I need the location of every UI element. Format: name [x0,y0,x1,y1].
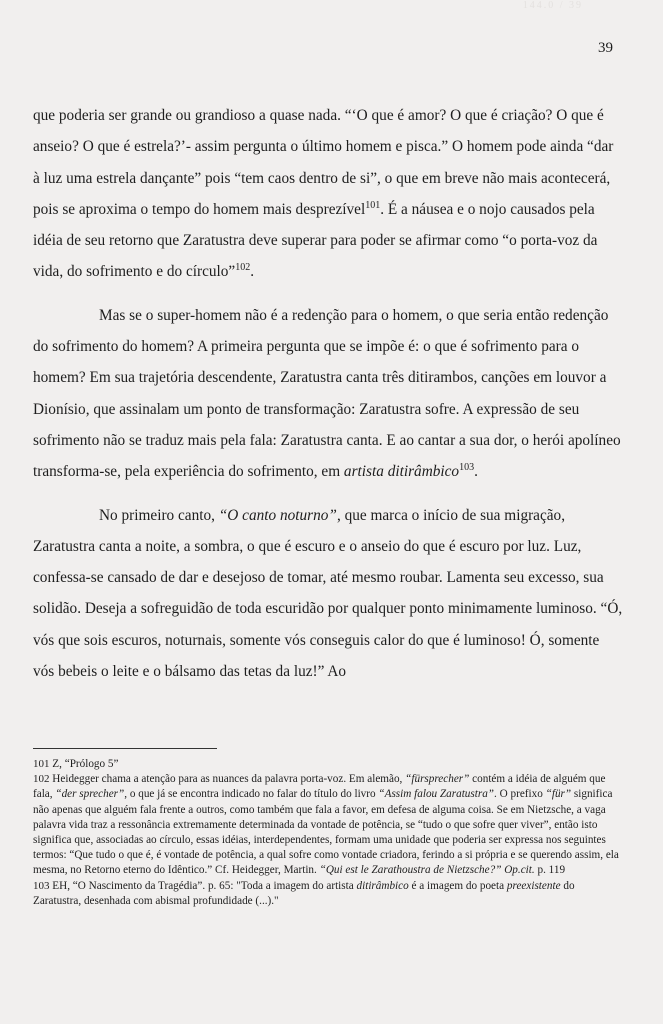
text-run: Mas se o super-homem não é a redenção para o homem, o que seria então redenção do sofrimento do homem? A primeira pergunta que se impõe é: o que é sofrimento para o homem? Em sua trajetória descendente, Zaratustra canta três ditirambos, canções em louvor a Dionísio, que assinalam um ponto de transformação: Zaratustra sofre. A expressão de seu sofrimento não se traduz mais pela fala: Zaratustra canta. E ao cantar a sua dor, o herói apolíneo transforma-se, pela experiência do sofrimento, em [33,306,621,481]
text-run: significa não apenas que alguém fala frente a outros, como também que fala a favor, em defesa de alguma coisa. Se em Nietzsche, a vaga palavra vida traz a ressonância extremamente determinada da vontade de potência, se “tudo o que sofre quer viver”, então isto significa que, associadas ao círculo, essas idéias, interdependentes, formam uma unidade que poderia ser expressa nos seguintes termos: “Que tudo o que é, é vontade de potência, a qual sofre como vontade criadora, ferindo a si própria e se querendo assim, ela mesma, no Retorno eterno do Idêntico.” Cf. Heidegger, Martin. [33,788,619,877]
italic-text: preexistente [506,879,561,892]
text-run: . É a náusea e o nojo causados pela idéia de seu retorno que Zaratustra deve superar para poder se afirmar como “o porta-voz da vida, do sofrimento e do círculo” [33,200,598,281]
body-text [33,100,623,687]
italic-text: “der sprecher” [55,788,125,801]
paragraph [33,300,623,488]
page-number: 39 [598,40,613,56]
text-run: No primeiro canto, [99,506,219,524]
text-run: . [250,263,255,281]
text-run: Z, “Prólogo 5” [49,758,119,770]
footnote-ref[interactable]: 102 [235,262,251,274]
footnote-number: 102 [33,773,50,786]
italic-text: ditirâmbico [356,879,409,892]
footnote [33,757,625,772]
italic-text: “fürsprecher” [405,773,470,786]
footnote [33,879,625,909]
text-run: , que marca o início de sua migração, Zaratustra canta a noite, a sombra, o que é escuro e o anseio do que é escuro por luz. Luz, confessa-se cansado de dar e desejoso de tomar, até mesmo roubar. Lamenta seu excesso, sua solidão. Deseja a sofreguidão de toda escuridão por qualquer ponto minimamente luminoso. “Ó, vós que sois escuros, noturnais, somente vós conseguis calor do que é luminoso! Ó, somente vós bebeis o leite e o bálsamo das tetas da luz!” Ao [33,506,623,681]
italic-text: “O canto noturno” [218,506,337,524]
footnote-ref[interactable]: 103 [459,462,475,474]
text-run: , o que já se encontra indicado no falar do título do livro [124,788,379,801]
italic-text: artista ditirâmbico [343,463,460,481]
footnote [33,772,625,878]
paragraph [33,500,623,688]
text-run: que poderia ser grande ou grandioso a quase nada. “‘O que é amor? O que é criação? O que é anseio? O que é estrela?’- assim pergunta o último homem e pisca.” O homem pode ainda “dar à luz uma estrela dançante” pois “tem caos dentro de si”, o que em breve não mais acontecerá, pois se aproxima o tempo do homem mais desprezível [33,107,614,218]
text-run: EH, “O Nascimento da Tragédia”. p. 65: "Toda a imagem do artista [49,879,357,892]
text-run: p. 119 [534,864,566,877]
italic-text: “Qui est le Zarathoustra de Nietzsche?” Op.cit. [319,864,535,877]
text-run: . [474,463,478,481]
footnote-number: 101 [33,758,50,770]
text-run: contém a idéia de alguém que fala, [33,773,606,801]
text-run: é a imagem do poeta [408,879,507,892]
italic-text: “Assim falou Zaratustra” [378,788,495,801]
footnote-ref[interactable]: 101 [365,199,381,211]
text-run: do Zaratustra, desenhada com abismal profundidade (...)." [33,879,575,907]
footnote-separator [33,748,217,749]
text-run: Heidegger chama a atenção para as nuances da palavra porta-voz. Em alemão, [49,773,406,786]
footnote-number: 103 [33,879,50,892]
footnotes [33,757,625,909]
paragraph [33,100,623,288]
text-run: . O prefixo [494,788,546,801]
italic-text: “für” [545,788,572,801]
top-mark: 144.0 / 39 [522,0,583,11]
